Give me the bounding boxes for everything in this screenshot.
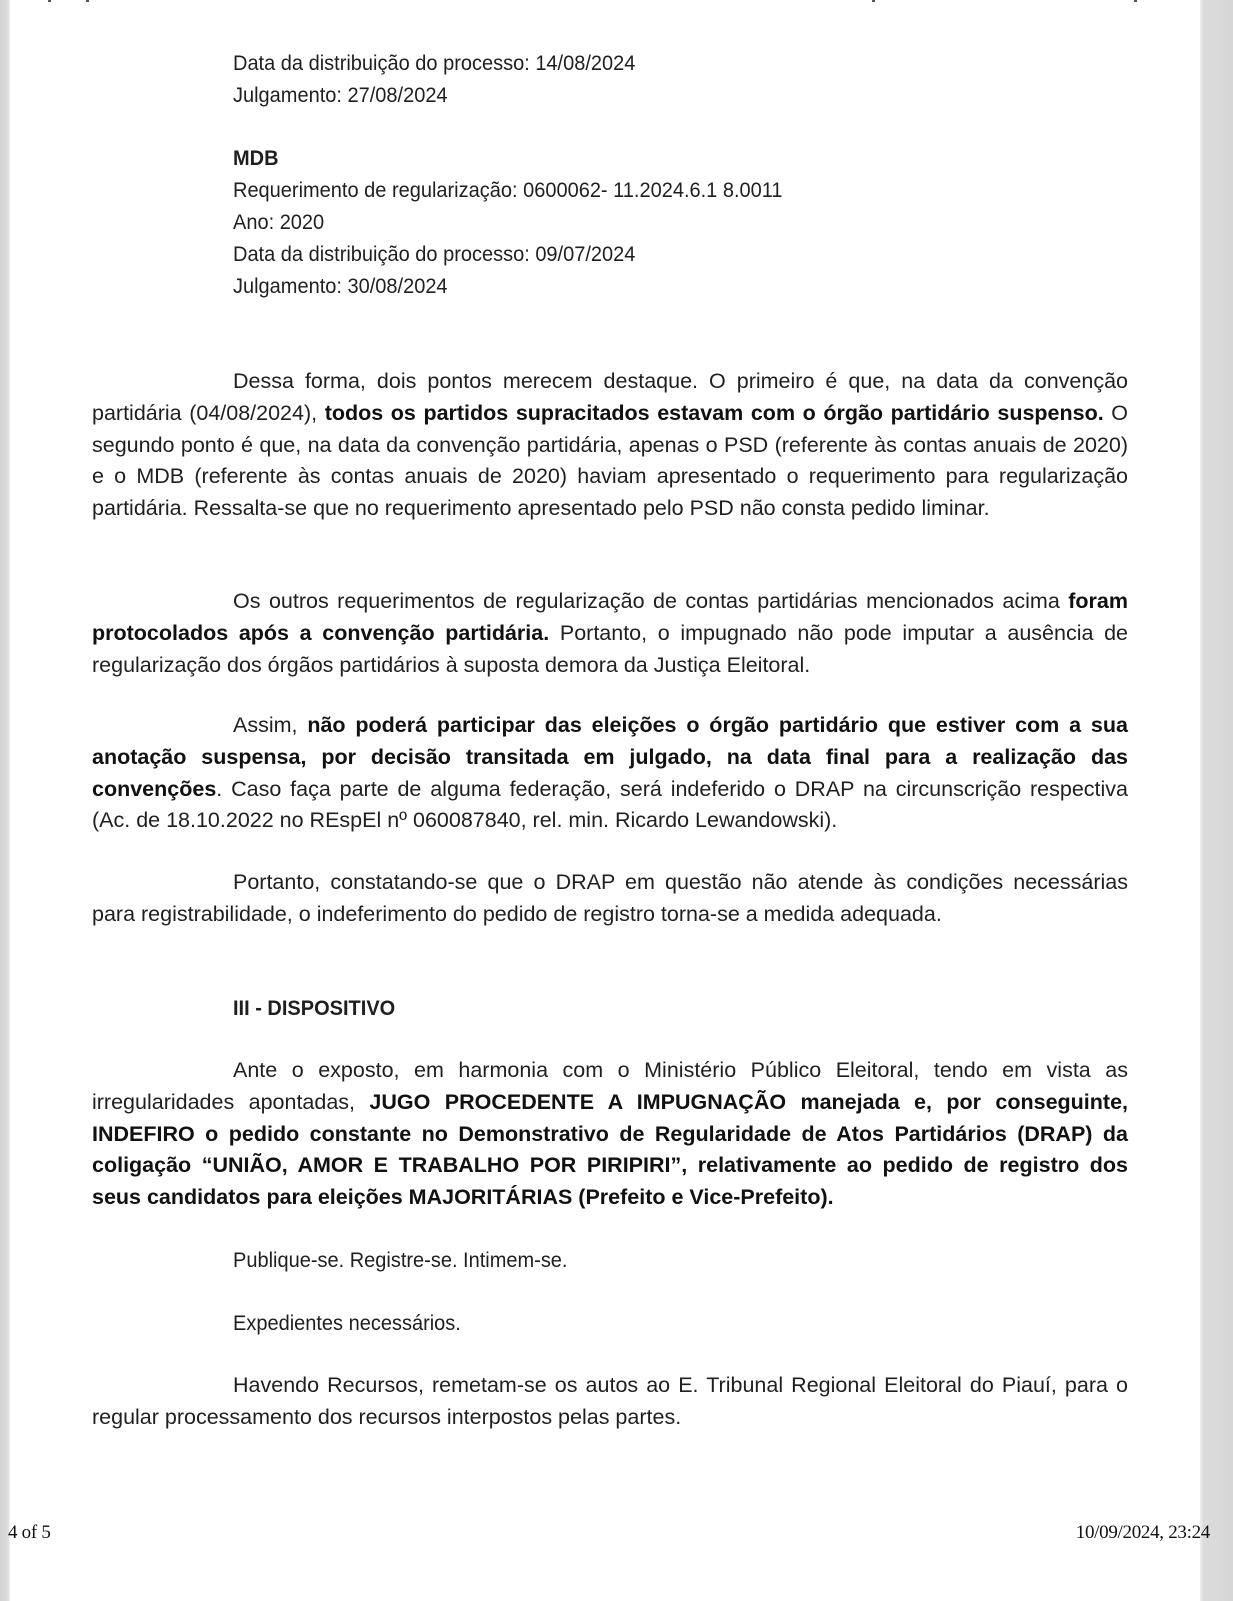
prev-judgment-date: Julgamento: 27/08/2024: [233, 83, 448, 107]
paragraph-appeals: Havendo Recursos, remetam-se os autos ao E. Tribunal Regional Eleitoral do Piauí, para o regular processamento dos recursos interpostos pelas partes.: [92, 1373, 1128, 1429]
paragraph-other-requests: Os outros requerimentos de regularização de contas partidárias mencionados acima foram protocolados após a convenção partidária. Portanto, o impugnado não pode imputar a ausência de regularização dos órgãos partidários à suposta demora da Justiça Eleitoral.: [92, 589, 1128, 677]
page-indicator: 4 of 5: [8, 1522, 51, 1543]
document-page: [8, 0, 1210, 1601]
mdb-judgment-date: Julgamento: 30/08/2024: [233, 274, 448, 298]
paragraph-suspended-organ: Assim, não poderá participar das eleições o órgão partidário que estiver com a sua anotação suspensa, por decisão transitada em julgado, na data final para a realização das convenções. Caso faça parte de alguma federação, será indeferido o DRAP na circunscrição respectiva (Ac. de 18.10.2022 no REspEl nº 060087840, rel. min. Ricardo Lewandowski).: [92, 713, 1128, 833]
closing-expedients-line: Expedientes necessários.: [233, 1311, 461, 1335]
closing-publish-line: Publique-se. Registre-se. Intimem-se.: [233, 1248, 568, 1272]
section-heading-dispositivo: III - DISPOSITIVO: [233, 996, 396, 1020]
mdb-year: Ano: 2020: [233, 210, 325, 234]
mdb-party-title: MDB: [233, 146, 279, 170]
previous-line-remnant: [20, 0, 1210, 4]
viewer-scrollbar-area[interactable]: [1200, 0, 1233, 1601]
mdb-distribution-date: Data da distribuição do processo: 09/07/2024: [233, 242, 636, 266]
print-timestamp: 10/09/2024, 23:24: [1075, 1522, 1210, 1543]
paragraph-dispositivo: Ante o exposto, em harmonia com o Ministério Público Eleitoral, tendo em vista as irregularidades apontadas, JUGO PROCEDENTE A IMPUGNAÇÃO manejada e, por conseguinte, INDEFIRO o pedido constante no Demonstrativo de Regularidade de Atos Partidários (DRAP) da coligação “UNIÃO, AMOR E TRABALHO POR PIRIPIRI”, relativamente ao pedido de registro dos seus candidatos para eleições MAJORITÁRIAS (Prefeito e Vice-Prefeito).: [92, 1058, 1129, 1210]
prev-distribution-date: Data da distribuição do processo: 14/08/2024: [233, 51, 636, 75]
viewer-left-margin: [0, 0, 10, 1601]
paragraph-drap-conclusion: Portanto, constatando-se que o DRAP em questão não atende às condições necessárias para registrabilidade, o indeferimento do pedido de registro torna-se a medida adequada.: [92, 870, 1128, 926]
paragraph-two-points: Dessa forma, dois pontos merecem destaque. O primeiro é que, na data da convenção partidária (04/08/2024), todos os partidos supracitados estavam com o órgão partidário suspenso. O segundo ponto é que, na data da convenção partidária, apenas o PSD (referente às contas anuais de 2020) e o MDB (referente às contas anuais de 2020) haviam apresentado o requerimento para regularização partidária. Ressalta-se que no requerimento apresentado pelo PSD não consta pedido liminar.: [92, 369, 1128, 521]
mdb-request-number: Requerimento de regularização: 0600062- 11.2024.6.1 8.0011: [233, 178, 783, 202]
